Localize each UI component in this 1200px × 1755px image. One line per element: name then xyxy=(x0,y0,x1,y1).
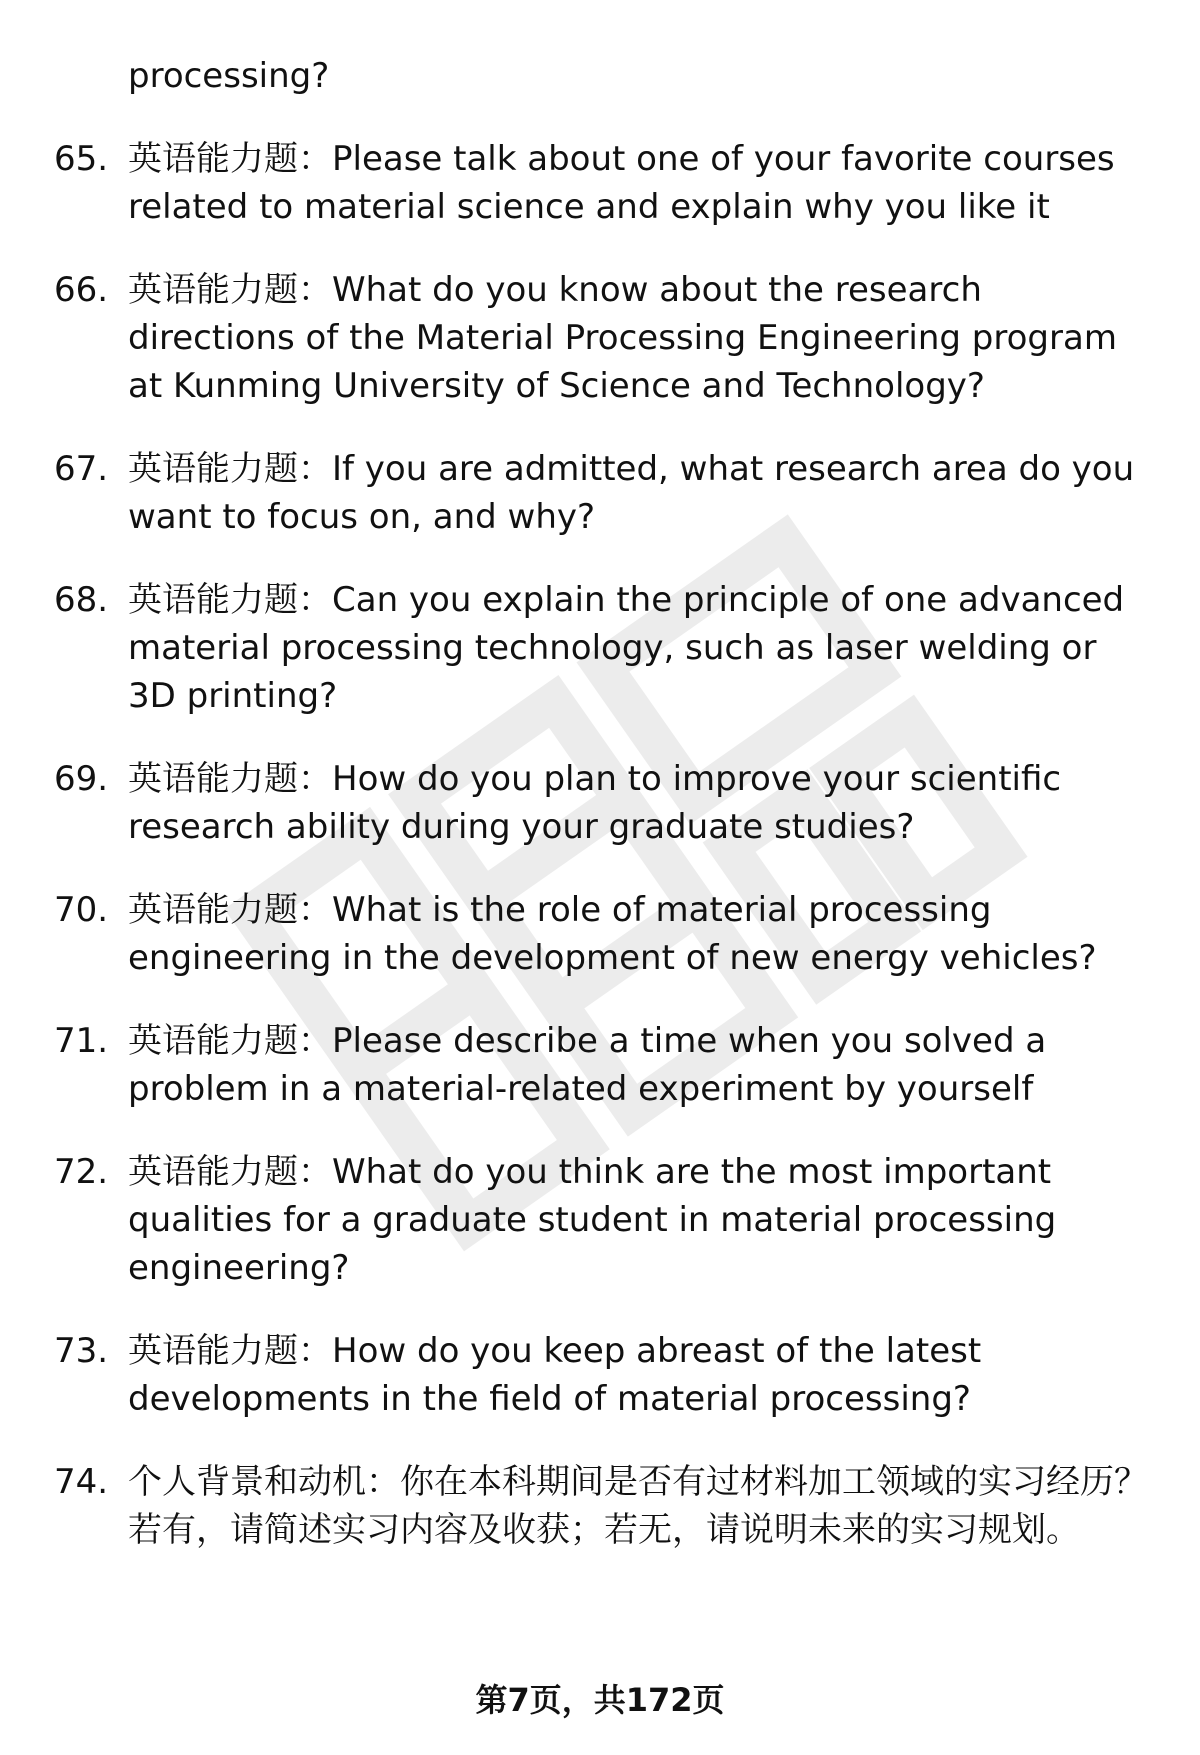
question-text: 英语能力题：Can you explain the principle of one advanced material processing technology, such as laser welding or 3D printing? xyxy=(128,580,1125,716)
question-item xyxy=(0,445,1200,541)
page-footer: 第7页，共172页 xyxy=(475,1681,725,1719)
question-item xyxy=(0,1148,1200,1292)
question-number: 71. xyxy=(54,1021,109,1061)
question-number: 74. xyxy=(54,1462,109,1502)
question-text: 个人背景和动机：你在本科期间是否有过材料加工领域的实习经历？若有，请简述实习内容及收获；若无，请说明未来的实习规划。 xyxy=(128,1462,1148,1550)
question-item xyxy=(0,886,1200,982)
question-item xyxy=(0,1017,1200,1113)
question-text: 英语能力题：If you are admitted, what research area do you want to focus on, and why? xyxy=(128,449,1135,537)
question-item xyxy=(0,1458,1200,1554)
question-text: 英语能力题：What do you think are the most important qualities for a graduate student in material processing engineering? xyxy=(128,1152,1057,1288)
question-number: 65. xyxy=(54,139,109,179)
document-body xyxy=(0,52,1200,1589)
question-text: 英语能力题：Please describe a time when you solved a problem in a material-related experiment by yourself xyxy=(128,1021,1047,1109)
question-text: 英语能力题：Please talk about one of your favorite courses related to material science and explain why you like it xyxy=(128,139,1115,227)
continuation-text: processing? xyxy=(128,56,330,96)
question-text: 英语能力题：How do you keep abreast of the latest developments in the field of material processing? xyxy=(128,1331,982,1419)
question-text: 英语能力题：How do you plan to improve your scientific research ability during your graduate studies? xyxy=(128,759,1062,847)
question-number: 67. xyxy=(54,449,109,489)
question-item xyxy=(0,576,1200,720)
question-item xyxy=(0,135,1200,231)
question-number: 72. xyxy=(54,1152,109,1192)
question-text: 英语能力题：What is the role of material processing engineering in the development of new energy vehicles? xyxy=(128,890,1097,978)
question-number: 73. xyxy=(54,1331,109,1371)
question-item xyxy=(0,266,1200,410)
question-number: 66. xyxy=(54,270,109,310)
question-item xyxy=(0,755,1200,851)
question-number: 70. xyxy=(54,890,109,930)
question-number: 69. xyxy=(54,759,109,799)
question-text: 英语能力题：What do you know about the research directions of the Material Processing Engineering program at Kunming University of Science and Technology? xyxy=(128,270,1117,406)
question-item xyxy=(0,1327,1200,1423)
question-number: 68. xyxy=(54,580,109,620)
